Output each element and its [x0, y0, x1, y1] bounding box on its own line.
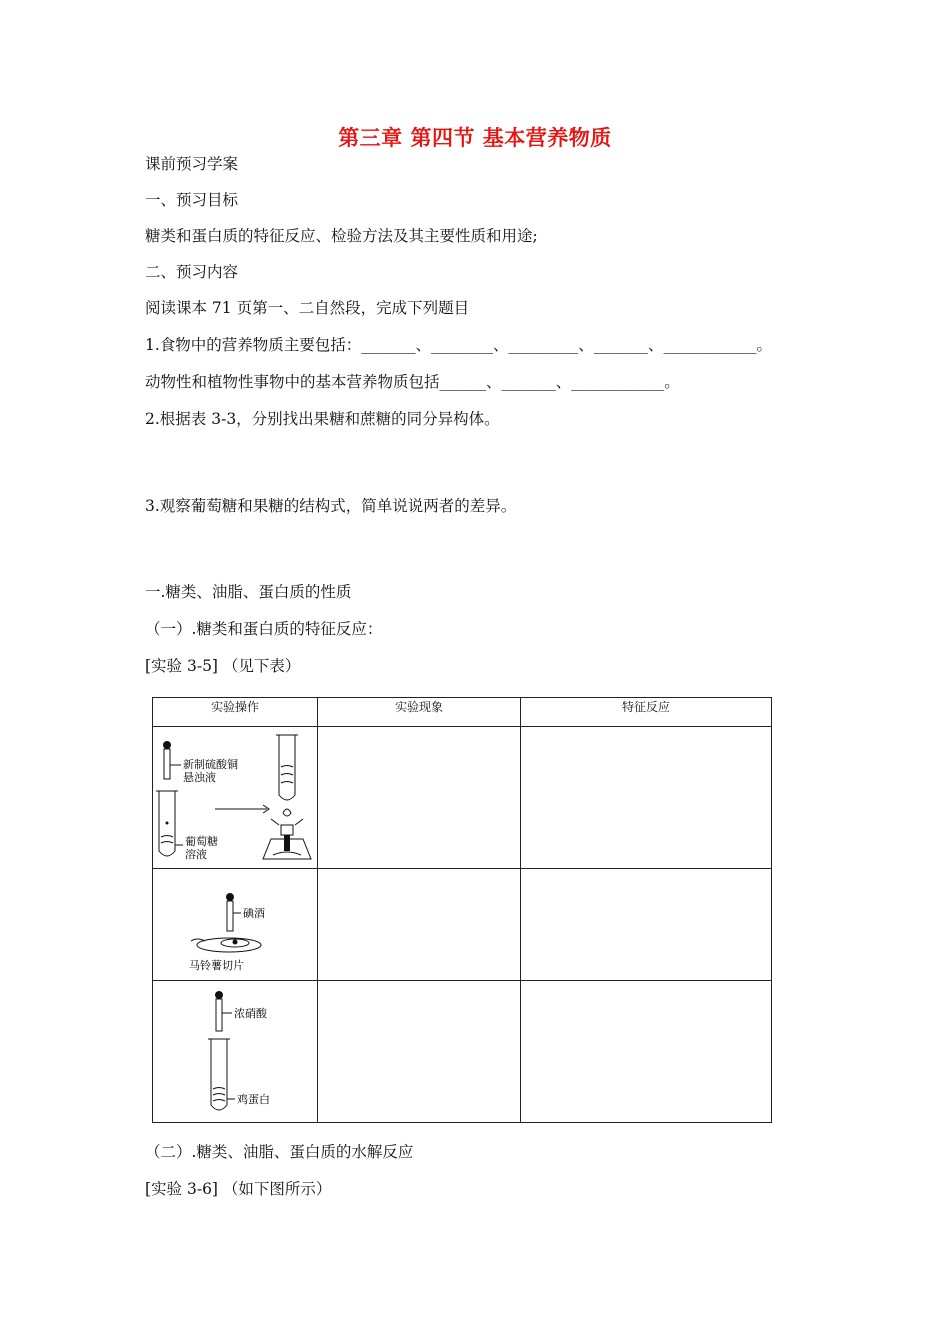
operation-protein-cell [153, 981, 318, 1123]
flame-icon [283, 809, 291, 816]
reagent-label: 碘酒 [243, 907, 265, 920]
reaction-cell [521, 869, 772, 981]
header-reaction: 特征反应 [521, 698, 772, 727]
reagent-label-2: 悬浊液 [183, 771, 216, 784]
operation-glucose-cell [153, 727, 318, 869]
dropper-bulb-icon [226, 893, 234, 901]
page-title: 第三章 第四节 基本营养物质 [338, 126, 612, 150]
dropper-icon [227, 901, 233, 931]
goal-text: 糖类和蛋白质的特征反应、检验方法及其主要性质和用途; [145, 227, 538, 245]
reaction-cell [521, 981, 772, 1123]
heading-properties: 一.糖类、油脂、蛋白质的性质 [145, 583, 352, 601]
sample-label: 葡萄糖 [185, 835, 218, 848]
header-operation: 实验操作 [153, 698, 318, 727]
dropper-icon [216, 999, 222, 1031]
section-label: 课前预习学案 [145, 155, 239, 173]
table-row [153, 869, 772, 981]
reagent-label: 浓硝酸 [234, 1007, 267, 1020]
dish-icon [197, 938, 261, 952]
header-phenomenon: 实验现象 [318, 698, 521, 727]
heading-goal: 一、预习目标 [145, 191, 239, 209]
heated-tube-icon [279, 735, 295, 800]
experiment-3-6-label: [实验 3-6] （如下图所示） [145, 1180, 332, 1198]
protein-nitric-diagram [153, 981, 317, 1121]
operation-starch-cell [153, 869, 318, 981]
experiment-table [152, 697, 772, 1123]
table-row [153, 981, 772, 1123]
question-3: 3.观察葡萄糖和果糖的结构式，简单说说两者的差异。 [145, 497, 517, 515]
question-2: 2.根据表 3-3，分别找出果糖和蔗糖的同分异构体。 [145, 410, 500, 428]
dropper-bulb-icon [163, 741, 171, 749]
table-header-row [153, 698, 772, 727]
phenomenon-cell [318, 981, 521, 1123]
glucose-copper-diagram [153, 727, 317, 867]
reaction-cell [521, 727, 772, 869]
reading-instruction: 阅读课本 71 页第一、二自然段，完成下列题目 [145, 299, 470, 317]
phenomenon-cell [318, 727, 521, 869]
heading-content: 二、预习内容 [145, 263, 239, 281]
dropper-icon [164, 749, 170, 779]
sample-label-2: 溶液 [185, 848, 207, 861]
sample-label: 鸡蛋白 [237, 1093, 270, 1106]
dropper-bulb-icon [215, 991, 223, 999]
phenomenon-cell [318, 869, 521, 981]
question-1: 1.食物中的营养物质主要包括：_______、________、_________、_______、____________。 [145, 336, 773, 354]
starch-iodine-diagram [153, 869, 317, 979]
subheading-hydrolysis: （二）.糖类、油脂、蛋白质的水解反应 [145, 1143, 414, 1161]
subheading-reactions: （一）.糖类和蛋白质的特征反应： [145, 620, 383, 638]
experiment-3-5-label: [实验 3-5] （见下表） [145, 657, 301, 675]
question-1b: 动物性和植物性事物中的基本营养物质包括______、_______、____________。 [145, 373, 680, 391]
reagent-label: 新制硫酸铜 [183, 758, 238, 771]
table-row [153, 727, 772, 869]
sample-label: 马铃薯切片 [189, 959, 244, 972]
